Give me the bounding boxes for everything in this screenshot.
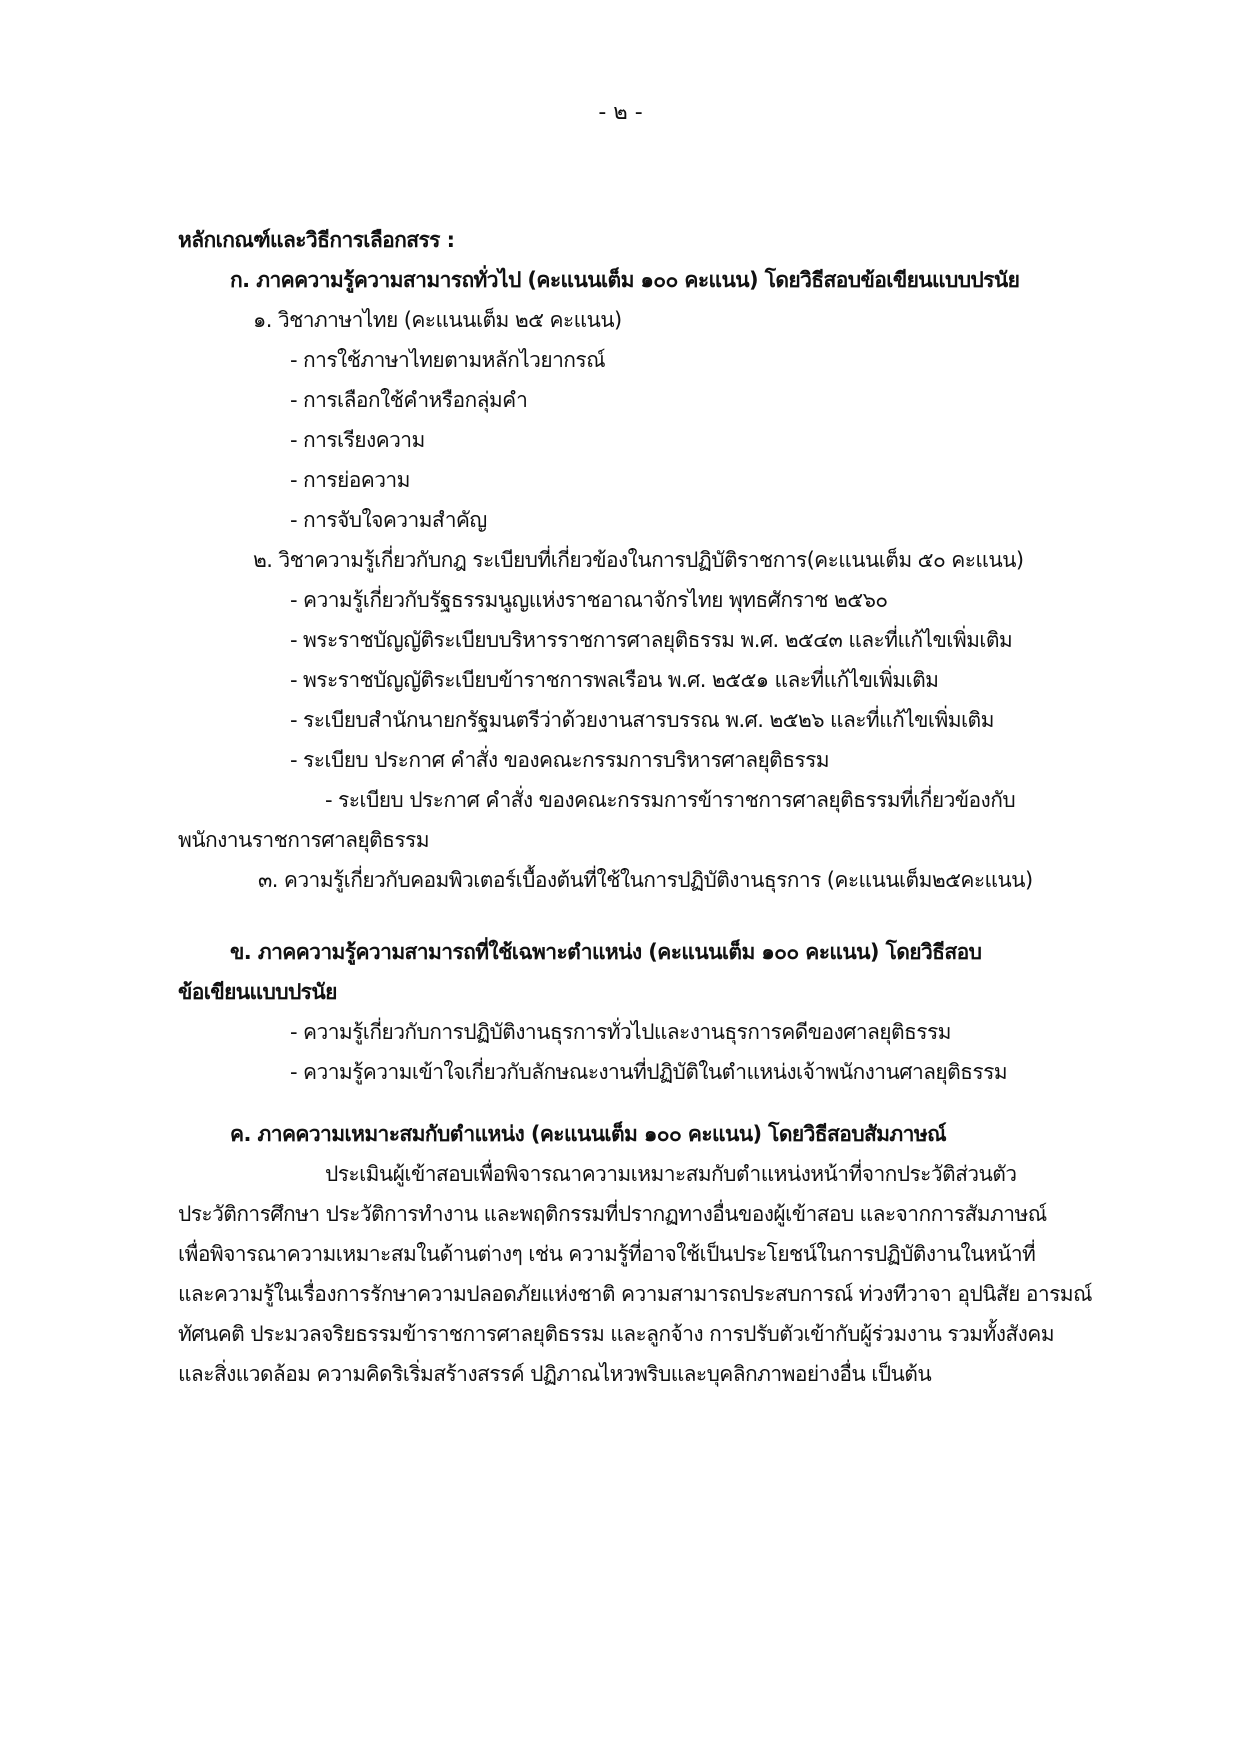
section-b-title: ข. ภาคความรู้ความสามารถที่ใช้เฉพาะตำแหน่ง (คะแนนเต็ม ๑๐๐ คะแนน) โดยวิธีสอบ <box>230 940 982 964</box>
paragraph-line: ประเมินผู้เข้าสอบเพื่อพิจารณาความเหมาะสมกับตำแหน่งหน้าที่จากประวัติส่วนตัว <box>325 1162 1017 1186</box>
document-body <box>178 220 1122 1394</box>
selection-criteria-heading: หลักเกณฑ์และวิธีการเลือกสรร : <box>178 228 455 252</box>
list-item: - ระเบียบสำนักนายกรัฐมนตรีว่าด้วยงานสารบรรณ พ.ศ. ๒๕๒๖ และที่แก้ไขเพิ่มเติม <box>290 708 994 732</box>
paragraph-line: ประวัติการศึกษา ประวัติการทำงาน และพฤติกรรมที่ปรากฏทางอื่นของผู้เข้าสอบ และจากการสัมภาษณ์ <box>178 1202 1047 1226</box>
paragraph-line: ทัศนคติ ประมวลจริยธรรมข้าราชการศาลยุติธรรม และลูกจ้าง การปรับตัวเข้ากับผู้ร่วมงาน รวมทั้งสังคม <box>178 1322 1054 1346</box>
list-item: - ระเบียบ ประกาศ คำสั่ง ของคณะกรรมการบริหารศาลยุติธรรม <box>290 748 830 772</box>
page-number: - ๒ - <box>598 100 643 125</box>
paragraph-line: เพื่อพิจารณาความเหมาะสมในด้านต่างๆ เช่น ความรู้ที่อาจใช้เป็นประโยชน์ในการปฏิบัติงานในหน้าที่ <box>178 1242 1036 1266</box>
list-item: - การย่อความ <box>290 468 410 492</box>
list-item: - ความรู้เกี่ยวกับรัฐธรรมนูญแห่งราชอาณาจักรไทย พุทธศักราช ๒๕๖๐ <box>290 588 888 612</box>
paragraph-line: และความรู้ในเรื่องการรักษาความปลอดภัยแห่งชาติ ความสามารถประสบการณ์ ท่วงทีวาจา อุปนิสัย อารมณ์ <box>178 1282 1092 1306</box>
list-item: - การเลือกใช้คำหรือกลุ่มคำ <box>290 388 528 412</box>
list-item: - การใช้ภาษาไทยตามหลักไวยากรณ์ <box>290 348 605 372</box>
list-item: - การเรียงความ <box>290 428 425 452</box>
section-c-title: ค. ภาคความเหมาะสมกับตำแหน่ง (คะแนนเต็ม ๑๐๐ คะแนน) โดยวิธีสอบสัมภาษณ์ <box>230 1122 946 1146</box>
subject-2-title: ๒. วิชาความรู้เกี่ยวกับกฎ ระเบียบที่เกี่ยวข้องในการปฏิบัติราชการ(คะแนนเต็ม ๕๐ คะแนน) <box>253 548 1024 572</box>
list-item: - พระราชบัญญัติระเบียบข้าราชการพลเรือน พ.ศ. ๒๕๕๑ และที่แก้ไขเพิ่มเติม <box>290 668 939 692</box>
section-a-title: ก. ภาคความรู้ความสามารถทั่วไป (คะแนนเต็ม ๑๐๐ คะแนน) โดยวิธีสอบข้อเขียนแบบปรนัย <box>230 268 1020 292</box>
list-item: - ความรู้ความเข้าใจเกี่ยวกับลักษณะงานที่ปฏิบัติในตำแหน่งเจ้าพนักงานศาลยุติธรรม <box>290 1060 1007 1084</box>
list-item: - พระราชบัญญัติระเบียบบริหารราชการศาลยุติธรรม พ.ศ. ๒๕๔๓ และที่แก้ไขเพิ่มเติม <box>290 628 1013 652</box>
paragraph-line: และสิ่งแวดล้อม ความคิดริเริ่มสร้างสรรค์ ปฏิภาณไหวพริบและบุคลิกภาพอย่างอื่น เป็นต้น <box>178 1362 932 1386</box>
list-item: - ระเบียบ ประกาศ คำสั่ง ของคณะกรรมการข้าราชการศาลยุติธรรมที่เกี่ยวข้องกับ <box>325 788 1016 812</box>
subject-3-title: ๓. ความรู้เกี่ยวกับคอมพิวเตอร์เบื้องต้นที่ใช้ในการปฏิบัติงานธุรการ (คะแนนเต็ม๒๕คะแนน) <box>258 868 1033 892</box>
section-b-title-continuation: ข้อเขียนแบบปรนัย <box>178 980 337 1004</box>
list-item: - การจับใจความสำคัญ <box>290 508 487 532</box>
subject-1-title: ๑. วิชาภาษาไทย (คะแนนเต็ม ๒๕ คะแนน) <box>253 308 622 332</box>
list-item-continuation: พนักงานราชการศาลยุติธรรม <box>178 828 429 852</box>
list-item: - ความรู้เกี่ยวกับการปฏิบัติงานธุรการทั่วไปและงานธุรการคดีของศาลยุติธรรม <box>290 1020 951 1044</box>
